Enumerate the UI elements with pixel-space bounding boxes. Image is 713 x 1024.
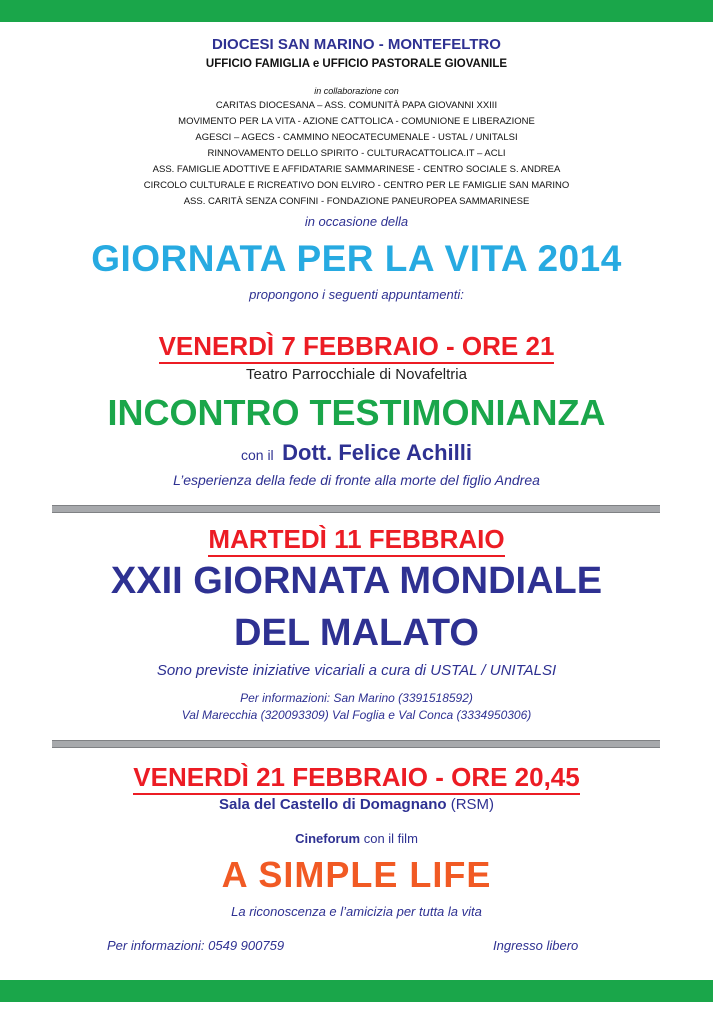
bottom-green-band	[0, 980, 713, 1002]
collaboration-intro: in collaborazione con	[314, 86, 399, 96]
event2-description: Sono previste iniziative vicariali a cura di USTAL / UNITALSI	[156, 662, 557, 679]
collaborator-line: AGESCI – AGECS - CAMMINO NEOCATECUMENALE - USTAL / UNITALSI	[195, 132, 518, 143]
footer-entry: Ingresso libero	[493, 938, 579, 953]
top-green-band	[0, 0, 713, 22]
occasion-text: in occasione della	[304, 214, 409, 229]
collaborator-line: ASS. CARITÀ SENZA CONFINI - FONDAZIONE PANEUROPEA SAMMARINESE	[183, 196, 530, 207]
event1-description: L’esperienza della fede di fronte alla morte del figlio Andrea	[173, 472, 540, 488]
event3-film-title: A SIMPLE LIFE	[221, 854, 492, 895]
event3-date	[0, 762, 713, 793]
event1-date	[0, 331, 713, 362]
section-divider	[52, 740, 660, 748]
collaborator-line: MOVIMENTO PER LA VITA - AZIONE CATTOLICA - COMUNIONE E LIBERAZIONE	[178, 116, 535, 127]
event3-venue-suffix: (RSM)	[450, 796, 495, 813]
event2-date	[0, 524, 713, 555]
event1-speaker	[0, 440, 713, 466]
cineforum-suffix: con il film	[363, 831, 418, 846]
footer-info: Per informazioni: 0549 900759	[107, 938, 285, 953]
event1-title: INCONTRO TESTIMONIANZA	[107, 392, 606, 433]
event2-date-text: MARTEDÌ 11 FEBBRAIO	[208, 524, 504, 557]
speaker-prefix: con il	[240, 447, 274, 463]
collaborator-line: CARITAS DIOCESANA – ASS. COMUNITÀ PAPA GIOVANNI XXIII	[215, 100, 498, 111]
main-title: GIORNATA PER LA VITA 2014	[91, 238, 622, 279]
event3-date-text: VENERDÌ 21 FEBBRAIO - ORE 20,45	[133, 762, 579, 795]
event2-title-line2: DEL MALATO	[234, 612, 479, 654]
event2-title-line1: XXII GIORNATA MONDIALE	[110, 560, 603, 602]
event2-info-line2: Val Marecchia (320093309) Val Foglia e Val Conca (3334950306)	[181, 708, 532, 722]
speaker-name: Dott. Felice Achilli	[282, 440, 473, 465]
collaborator-line: RINNOVAMENTO DELLO SPIRITO - CULTURACATTOLICA.IT – ACLI	[207, 148, 506, 159]
offices-name: UFFICIO FAMIGLIA e UFFICIO PASTORALE GIOVANILE	[205, 58, 508, 70]
event3-venue	[0, 796, 713, 813]
organization-name: DIOCESI SAN MARINO - MONTEFELTRO	[212, 36, 501, 53]
event3-description: La riconoscenza e l’amicizia per tutta la vita	[231, 904, 482, 919]
section-divider	[52, 505, 660, 513]
event3-cineforum	[0, 831, 713, 846]
event3-venue-main: Sala del Castello di Domagnano	[218, 796, 447, 813]
collaborator-line: ASS. FAMIGLIE ADOTTIVE E AFFIDATARIE SAMMARINESE - CENTRO SOCIALE S. ANDREA	[152, 164, 561, 175]
cineforum-label: Cineforum	[295, 831, 361, 846]
event2-info-line1: Per informazioni: San Marino (3391518592)	[240, 691, 473, 705]
subtitle: propongono i seguenti appuntamenti:	[249, 287, 464, 302]
event1-venue: Teatro Parrocchiale di Novafeltria	[246, 366, 467, 383]
collaborator-line: CIRCOLO CULTURALE E RICREATIVO DON ELVIRO - CENTRO PER LE FAMIGLIE SAN MARINO	[143, 180, 570, 191]
event1-date-text: VENERDÌ 7 FEBBRAIO - ORE 21	[159, 331, 555, 364]
